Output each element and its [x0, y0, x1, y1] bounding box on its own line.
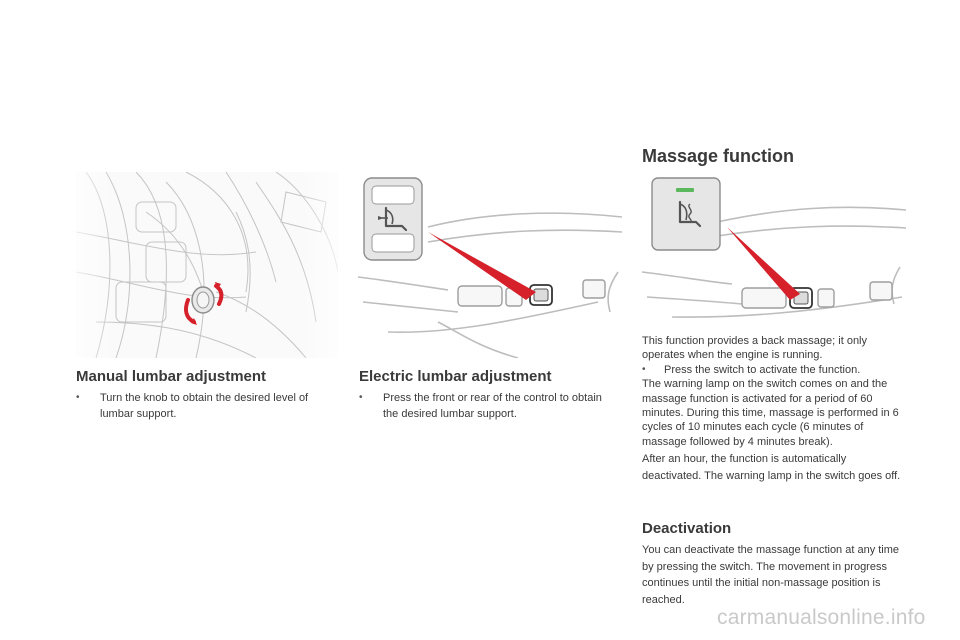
- manual-lumbar-instruction: [76, 390, 338, 422]
- deactivation-heading: Deactivation: [642, 520, 732, 537]
- watermark: carmanualsonline.info: [717, 606, 926, 629]
- electric-lumbar-heading: Electric lumbar adjustment: [359, 368, 552, 385]
- massage-bullet-text: Press the switch to activate the function.: [664, 363, 861, 376]
- massage-description: [642, 334, 906, 484]
- bullet-mark: •: [642, 363, 646, 375]
- bullet-mark: •: [76, 392, 80, 403]
- seat-icon: [364, 178, 422, 260]
- manual-lumbar-text: Turn the knob to obtain the desired level of lumbar support.: [100, 392, 309, 420]
- massage-switch-icon: [652, 178, 720, 250]
- electric-lumbar-illustration: [358, 172, 622, 358]
- massage-after-hour: After an hour, the function is automatically deactivated. The warning lamp in the switch goes off.: [642, 453, 901, 482]
- massage-heading: Massage function: [642, 146, 795, 166]
- electric-lumbar-instruction: [359, 390, 609, 422]
- bullet-mark: •: [359, 392, 363, 403]
- manual-lumbar-illustration: [76, 172, 338, 358]
- deactivation-text: You can deactivate the massage function at any time by pressing the switch. The movement in progress continues until the initial non-massage position is reached.: [642, 544, 900, 606]
- massage-illustration: [642, 172, 906, 322]
- massage-intro: This function provides a back massage; it only operates when the engine is running.: [642, 335, 868, 362]
- manual-lumbar-heading: Manual lumbar adjustment: [76, 368, 267, 385]
- massage-instruction: [642, 363, 906, 377]
- electric-lumbar-text: Press the front or rear of the control to obtain the desired lumbar support.: [383, 392, 602, 420]
- massage-details: The warning lamp on the switch comes on and the massage function is activated for a period of 60 minutes. During this time, massage is performed in 6 cycles of 10 minutes each cycle (6 minutes of massage followed by 4 minutes break).: [642, 378, 899, 448]
